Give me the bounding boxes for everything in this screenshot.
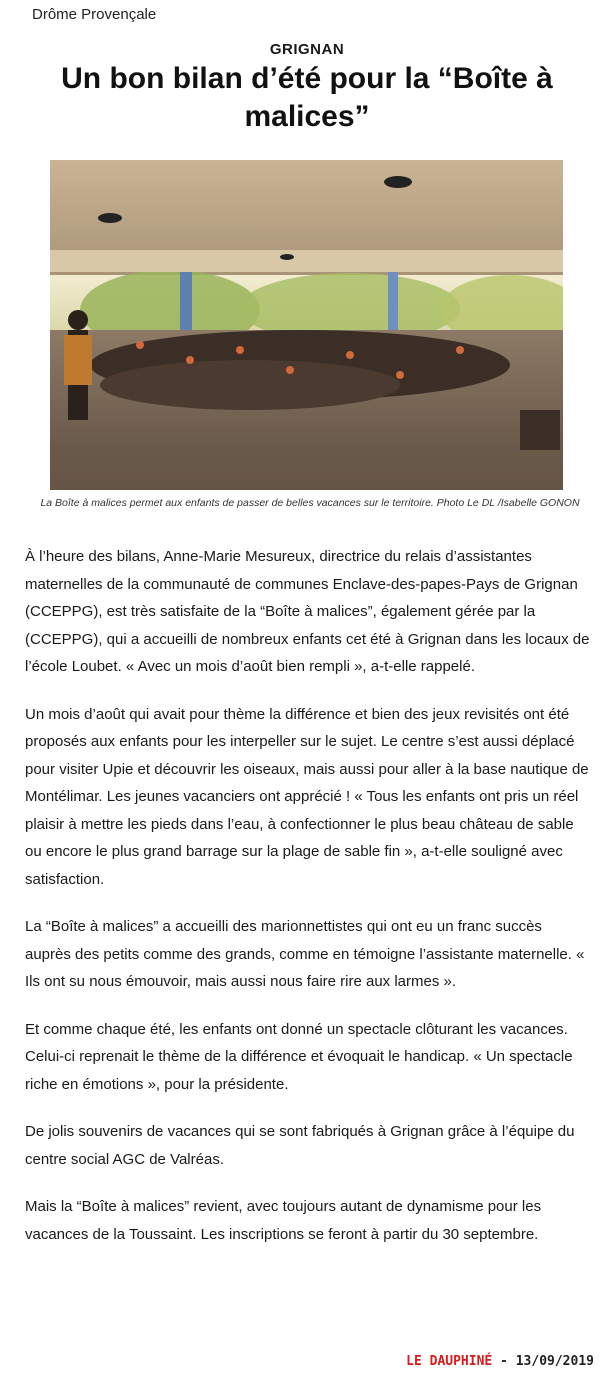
footer-separator: - <box>492 1354 516 1369</box>
photo-caption: La Boîte à malices permet aux enfants de passer de belles vacances sur le territoire. Photo Le DL /Isabelle GONON <box>40 497 580 509</box>
headline: Un bon bilan d’été pour la “Boîte à malices” <box>61 62 553 133</box>
article-photo <box>50 160 563 490</box>
kicker-location: GRIGNAN <box>269 41 345 58</box>
section-label: Drôme Provençale <box>32 6 157 23</box>
publication-footer <box>406 1354 594 1369</box>
body-paragraph-2: Un mois d’août qui avait pour thème la différence et bien des jeux revisités ont été proposés aux enfants pour les interpeller sur le sujet. Le centre s’est aussi déplacé pour visiter Upie et découvrir les oiseaux, mais aussi pour aller à la base nautique de Montélimar. Les jeunes vacanciers ont apprécié ! « Tous les enfants ont pris un réel plaisir à mettre les pieds dans l’eau, à confectionner le plus beau château de sable ou encore le plus grand barrage sur la plage de sable fin », a-t-elle souligné avec satisfaction. <box>25 705 589 888</box>
body-paragraph-5: De jolis souvenirs de vacances qui se sont fabriqués à Grignan grâce à l’équipe du centre social AGC de Valréas. <box>25 1123 575 1168</box>
body-paragraph-6: Mais la “Boîte à malices” revient, avec toujours autant de dynamisme pour les vacances de la Toussaint. Les inscriptions se feront à partir du 30 septembre. <box>25 1198 542 1243</box>
article-body <box>25 543 591 1268</box>
body-paragraph-1: À l’heure des bilans, Anne-Marie Mesureux, directrice du relais d’assistantes maternelles de la communauté de communes Enclave-des-papes-Pays de Grignan (CCEPPG), est très satisfaite de la “Boîte à malices”, également gérée par la (CCEPPG), qui a accueilli de nombreux enfants cet été à Grignan dans les locaux de l’école Loubet. « Avec un mois d’août bien rempli », a-t-elle rappelé. <box>25 548 590 675</box>
publication-name: LE DAUPHINÉ <box>406 1354 493 1369</box>
photo-illustration <box>50 160 563 490</box>
body-paragraph-3: La “Boîte à malices” a accueilli des marionnettistes qui ont eu un franc succès auprès des petits comme des grands, comme en témoigne l’assistante maternelle. « Ils ont su nous émouvoir, mais aussi nous faire rire aux larmes ». <box>25 918 585 990</box>
publication-date: 13/09/2019 <box>515 1354 594 1369</box>
body-paragraph-4: Et comme chaque été, les enfants ont donné un spectacle clôturant les vacances. Celui-ci reprenait le thème de la différence et évoquait le handicap. « Un spectacle riche en émotions », pour la présidente. <box>25 1020 573 1093</box>
